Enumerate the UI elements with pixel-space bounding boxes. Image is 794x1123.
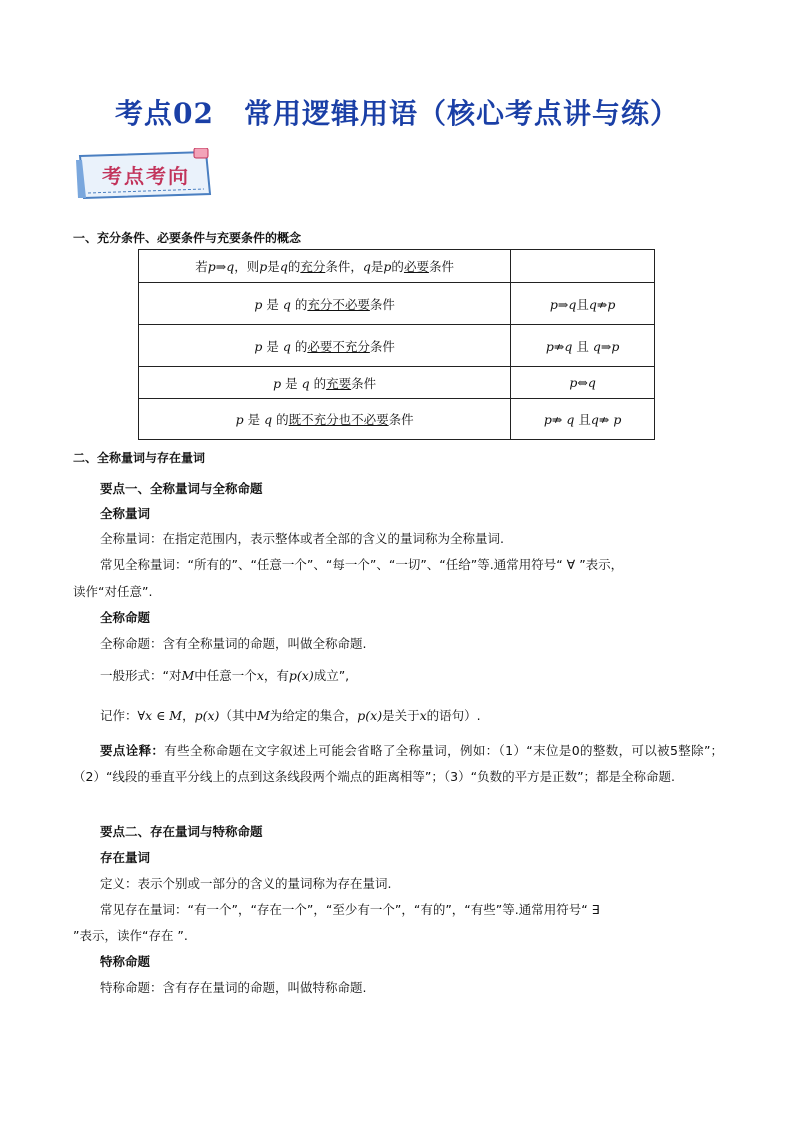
common1-line1: 常见全称量词：“所有的”、“任意一个”、“每一个”、“一切”、“任给”等.通常用符号“ ∀ ”表示， xyxy=(100,557,624,572)
def1-text: 全称量词：在指定范围内，表示整体或者全部的含义的量词称为全称量词. xyxy=(100,531,504,546)
point1-heading: 要点一、全称量词与全称命题 xyxy=(100,481,263,496)
explanation-paragraph: 要点诠释：有些全称命题在文字叙述上可能会省略了全称量词，例如：（1）“末位是0的整数，可以被5整除”；（2）“线段的垂直平分线上的点到这条线段两个端点的距离相等”；（3）“负数的平方是正数”；都是全称命题. xyxy=(73,743,723,784)
section2-heading: 二、全称量词与存在量词 xyxy=(73,451,206,465)
common2-line2: ”表示，读作“存在 ”. xyxy=(73,928,188,943)
def4-text: 特称命题：含有存在量词的命题，叫做特称命题. xyxy=(100,980,367,995)
point2-heading: 要点二、存在量词与特称命题 xyxy=(100,824,263,839)
sub2-heading: 全称命题 xyxy=(100,610,151,625)
badge-label: 考点考向 xyxy=(102,164,190,188)
section-badge xyxy=(74,148,214,202)
section1-heading: 一、充分条件、必要条件与充要条件的概念 xyxy=(73,231,302,245)
table-row: p 是 q 的既不充分也不必要条件 p⇏ q 且q⇏ p xyxy=(139,399,655,440)
common2-line1: 常见存在量词：“有一个”，“存在一个”，“至少有一个”，“有的”，“有些”等.通常用符号“ ∃ xyxy=(100,902,600,917)
notation-line: 记作：∀x ∈ M，p(x)（其中M为给定的集合，p(x)是关于x的语句）. xyxy=(100,708,481,723)
table-row: 若p⇒q，则p是q的充分条件，q是p的必要条件 xyxy=(139,250,655,283)
general-form: 一般形式：“对M中任意一个x，有p(x)成立”, xyxy=(100,668,350,683)
concept-table xyxy=(138,249,655,440)
page-title: 考点02 常用逻辑用语（核心考点讲与练） xyxy=(115,97,679,130)
table-row: p 是 q 的必要不充分条件 p⇏q 且 q⇒p xyxy=(139,325,655,367)
table-row: p 是 q 的充要条件 p⇔q xyxy=(139,367,655,399)
sub4-heading: 特称命题 xyxy=(100,954,151,969)
sub3-heading: 存在量词 xyxy=(100,850,151,865)
common1-line2: 读作“对任意”. xyxy=(73,584,153,599)
sub1-heading: 全称量词 xyxy=(100,506,151,521)
def3-text: 定义：表示个别或一部分的含义的量词称为存在量词. xyxy=(100,876,392,891)
def2-text: 全称命题：含有全称量词的命题，叫做全称命题. xyxy=(100,636,367,651)
table-row: p 是 q 的充分不必要条件 p⇒q且q⇏p xyxy=(139,283,655,325)
